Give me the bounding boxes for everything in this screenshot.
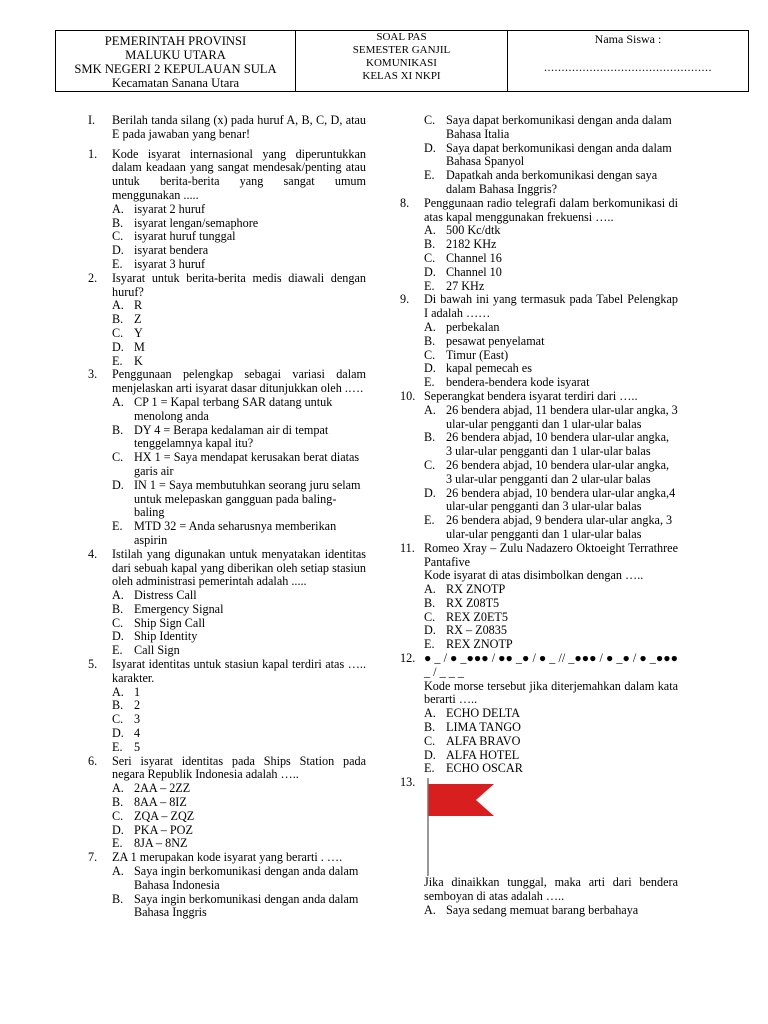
option-letter: C. xyxy=(112,808,124,823)
answer-option[interactable] xyxy=(112,244,366,258)
question-number: 4. xyxy=(88,546,98,561)
option-letter: D. xyxy=(112,339,124,354)
exam-line: KOMUNIKASI xyxy=(366,57,437,69)
instruction-num: I. xyxy=(88,113,96,127)
student-name-cell[interactable] xyxy=(508,31,748,91)
option-letter: A. xyxy=(424,582,436,597)
answer-option[interactable] xyxy=(112,299,366,313)
answer-option[interactable] xyxy=(112,341,366,355)
option-letter: C. xyxy=(112,450,124,465)
answer-option[interactable] xyxy=(112,589,366,603)
answer-option[interactable] xyxy=(112,230,366,244)
option-letter: A. xyxy=(112,781,124,796)
option-letter: A. xyxy=(424,402,436,417)
answer-option[interactable] xyxy=(112,258,366,272)
question-number: 7. xyxy=(88,850,98,865)
option-text: pesawat penyelamat xyxy=(446,333,545,348)
answer-option[interactable] xyxy=(424,362,678,376)
question xyxy=(400,293,678,390)
option-text: 26 bendera abjad, 10 bendera ular-ular angka, 3 ular-ular pengganti dan 2 ular-ular balas xyxy=(446,457,670,486)
option-letter: C. xyxy=(424,347,436,362)
option-text: Saya dapat berkomunikasi dengan anda dalam Bahasa Italia xyxy=(446,113,672,141)
question-text xyxy=(88,851,366,865)
answer-option[interactable] xyxy=(424,487,678,515)
option-text: Channel 10 xyxy=(446,264,502,279)
option-text: Y xyxy=(134,325,143,340)
option-text: 500 Kc/dtk xyxy=(446,223,501,238)
answer-option[interactable] xyxy=(112,893,366,921)
option-text: RX – Z0835 xyxy=(446,623,507,638)
question-number: 11. xyxy=(400,540,415,555)
option-letter: D. xyxy=(112,629,124,644)
answer-option[interactable] xyxy=(424,749,678,763)
option-letter: D. xyxy=(112,243,124,258)
question xyxy=(88,851,366,920)
option-letter: C. xyxy=(424,609,436,624)
option-letter: D. xyxy=(112,822,124,837)
answer-option[interactable] xyxy=(424,583,678,597)
question-subtext: Kode isyarat di atas disimbolkan dengan ….. xyxy=(424,568,644,583)
question-body: Istilah yang digunakan untuk menyatakan identitas dari sebuah kapal yang diberikan oleh setiap stasiun oleh administrasi pemerintah adalah ..... xyxy=(112,546,366,589)
question xyxy=(88,658,366,755)
option-letter: C. xyxy=(424,733,436,748)
answer-option[interactable] xyxy=(424,335,678,349)
question-text xyxy=(400,652,678,680)
option-letter: B. xyxy=(424,595,436,610)
option-letter: D. xyxy=(424,361,436,376)
option-letter: A. xyxy=(424,706,436,721)
answer-option[interactable] xyxy=(112,699,366,713)
question-text xyxy=(88,658,366,686)
question xyxy=(400,197,678,294)
question-body: Isyarat untuk berita-berita medis diawali dengan huruf? xyxy=(112,270,366,299)
option-letter: C. xyxy=(424,250,436,265)
option-text: IN 1 = Saya membutuhkan seorang juru selam untuk melepaskan gangguan pada baling-baling xyxy=(134,477,361,520)
answer-option[interactable] xyxy=(112,479,366,520)
question-text xyxy=(88,368,366,396)
option-text: CP 1 = Kapal terbang SAR datang untuk menolong anda xyxy=(134,394,333,423)
option-text: 2 xyxy=(134,698,141,713)
option-letter: D. xyxy=(424,623,436,638)
question-body: Seri isyarat identitas pada Ships Station pada negara Republik Indonesia adalah ….. xyxy=(112,753,366,782)
question-text xyxy=(400,293,678,321)
answer-option[interactable] xyxy=(424,376,678,390)
option-letter: E. xyxy=(424,637,435,652)
instruction-text: Berilah tanda silang (x) pada huruf A, B, C, D, atau E pada jawaban yang benar! xyxy=(112,113,366,141)
option-letter: E. xyxy=(112,739,123,754)
option-letter: A. xyxy=(112,864,124,879)
school-cell xyxy=(56,31,296,91)
answer-option[interactable] xyxy=(424,904,678,918)
option-letter: E. xyxy=(112,643,123,658)
option-text: isyarat bendera xyxy=(134,243,209,258)
question-body: ZA 1 merupakan kode isyarat yang berarti . …. xyxy=(112,850,343,865)
option-text: 26 bendera abjad, 9 bendera ular-ular angka, 3 ular-ular pengganti dan 1 ular-ular balas xyxy=(446,513,673,541)
answer-option[interactable] xyxy=(112,396,366,424)
option-letter: B. xyxy=(424,333,436,348)
option-letter: A. xyxy=(112,201,124,216)
question-body: Penggunaan radio telegrafi dalam berkomunikasi di atas kapal menggunakan frekuensi ….. xyxy=(424,195,678,224)
option-text: 27 KHz xyxy=(446,278,485,293)
option-letter: B. xyxy=(112,215,124,230)
option-letter: C. xyxy=(424,457,436,472)
question xyxy=(88,368,366,547)
option-letter: C. xyxy=(112,615,124,630)
option-text: bendera-bendera kode isyarat xyxy=(446,375,590,390)
question-number: 12. xyxy=(400,651,416,666)
option-text: ECHO DELTA xyxy=(446,706,521,721)
answer-option[interactable] xyxy=(112,837,366,851)
question-subtext: Kode morse tersebut jika diterjemahkan dalam kata berarti ….. xyxy=(424,678,678,707)
answer-option[interactable] xyxy=(112,424,366,452)
answer-option[interactable] xyxy=(112,741,366,755)
answer-option[interactable] xyxy=(424,431,678,459)
option-letter: D. xyxy=(424,747,436,762)
answer-option[interactable] xyxy=(112,713,366,727)
question-body: Romeo Xray – Zulu Nadazero Oktoeight Terrathree Pantafive xyxy=(424,540,678,569)
question-number: 13. xyxy=(400,775,416,790)
answer-option[interactable] xyxy=(424,514,678,542)
student-name-label: Nama Siswa : xyxy=(594,32,662,46)
question xyxy=(400,542,678,652)
school-line: PEMERINTAH PROVINSI xyxy=(104,34,247,48)
option-letter: B. xyxy=(112,698,124,713)
school-line: MALUKU UTARA xyxy=(125,48,226,62)
question-text xyxy=(400,542,678,570)
question xyxy=(400,776,678,917)
option-letter: C. xyxy=(112,229,124,244)
option-letter: C. xyxy=(112,712,124,727)
answer-option[interactable] xyxy=(112,203,366,217)
answer-option[interactable] xyxy=(424,459,678,487)
red-flag-image xyxy=(424,776,496,876)
answer-option[interactable] xyxy=(424,624,678,638)
option-text: Distress Call xyxy=(134,588,197,603)
header-table xyxy=(55,30,749,92)
question-text xyxy=(88,148,366,203)
answer-option[interactable] xyxy=(424,762,678,776)
option-text: Saya sedang memuat barang berbahaya xyxy=(446,902,639,917)
option-text: isyarat 3 huruf xyxy=(134,256,206,271)
option-text: 1 xyxy=(134,684,141,699)
option-text: 4 xyxy=(134,726,141,741)
option-text: Channel 16 xyxy=(446,250,502,265)
question-text xyxy=(88,272,366,300)
option-text: isyarat huruf tunggal xyxy=(134,229,236,244)
option-text: kapal pemecah es xyxy=(446,361,532,376)
option-letter: E. xyxy=(112,836,123,851)
student-name-field[interactable]: ................................................ xyxy=(544,59,712,74)
answer-option[interactable] xyxy=(424,238,678,252)
answer-option[interactable] xyxy=(112,217,366,231)
option-text: R xyxy=(134,298,143,313)
option-text: M xyxy=(134,339,145,354)
question-number: 9. xyxy=(400,292,410,307)
option-text: Ship Identity xyxy=(134,629,198,644)
option-text: Saya dapat berkomunikasi dengan anda dalam Bahasa Spanyol xyxy=(446,140,672,169)
option-text: Z xyxy=(134,312,142,327)
left-column xyxy=(88,114,366,920)
option-letter: B. xyxy=(424,237,436,252)
answer-option[interactable] xyxy=(424,707,678,721)
answer-option[interactable] xyxy=(112,782,366,796)
exam-line: SOAL PAS xyxy=(376,31,427,43)
option-letter: A. xyxy=(112,298,124,313)
question-number: 5. xyxy=(88,657,98,672)
option-text: REX ZNOTP xyxy=(446,637,513,652)
answer-option[interactable] xyxy=(424,735,678,749)
question xyxy=(88,272,366,369)
answer-option[interactable] xyxy=(424,404,678,432)
option-letter: A. xyxy=(112,684,124,699)
question-body: Kode isyarat internasional yang diperuntukkan dalam keadaan yang sangat mendesak/penting atau untuk berita-berita yang sangat umum menggunakan ..... xyxy=(112,146,366,202)
option-text: Saya ingin berkomunikasi dengan anda dalam Bahasa Indonesia xyxy=(134,864,359,892)
option-letter: E. xyxy=(424,513,435,528)
option-letter: A. xyxy=(424,223,436,238)
option-text: Call Sign xyxy=(134,643,180,658)
answer-option[interactable] xyxy=(112,686,366,700)
option-text: HX 1 = Saya mendapat kerusakan berat diatas garis air xyxy=(134,450,360,478)
answer-option[interactable] xyxy=(112,451,366,479)
option-letter: D. xyxy=(424,264,436,279)
option-letter: A. xyxy=(424,902,436,917)
school-line: Kecamatan Sanana Utara xyxy=(111,76,240,90)
answer-option[interactable] xyxy=(112,355,366,369)
school-line: SMK NEGERI 2 KEPULAUAN SULA xyxy=(74,62,277,76)
option-letter: E. xyxy=(112,353,123,368)
question-number: 1. xyxy=(88,146,98,161)
question-number: 3. xyxy=(88,367,98,382)
option-text: isyarat lengan/semaphore xyxy=(134,215,259,230)
question-text xyxy=(88,548,366,589)
question xyxy=(88,755,366,852)
option-text: perbekalan xyxy=(446,319,500,334)
answer-option[interactable] xyxy=(112,617,366,631)
option-text: 2AA – 2ZZ xyxy=(134,781,191,796)
option-letter: C. xyxy=(424,113,436,127)
answer-option[interactable] xyxy=(112,327,366,341)
question xyxy=(88,548,366,658)
answer-option[interactable] xyxy=(424,114,678,142)
option-letter: E. xyxy=(424,168,435,183)
option-letter: E. xyxy=(112,256,123,271)
option-letter: E. xyxy=(424,761,435,776)
instruction xyxy=(88,114,366,142)
right-column xyxy=(400,114,678,918)
option-text: 26 bendera abjad, 10 bendera ular-ular angka, 3 ular-ular pengganti dan 1 ular-ular balas xyxy=(446,430,670,459)
option-text: Saya ingin berkomunikasi dengan anda dalam Bahasa Inggris xyxy=(134,891,359,920)
question-body: Penggunaan pelengkap sebagai variasi dalam menjelaskan arti isyarat dasar ditunjukkan oleh .…. xyxy=(112,367,366,396)
option-letter: E. xyxy=(424,278,435,293)
option-text: LIMA TANGO xyxy=(446,720,521,735)
option-letter: D. xyxy=(112,726,124,741)
exam-cell xyxy=(296,31,508,91)
answer-option[interactable] xyxy=(112,824,366,838)
answer-option[interactable] xyxy=(424,224,678,238)
option-text: ECHO OSCAR xyxy=(446,761,523,776)
question-body: Isyarat identitas untuk stasiun kapal terdiri atas ….. karakter. xyxy=(112,657,366,685)
option-letter: C. xyxy=(112,325,124,340)
answer-option[interactable] xyxy=(112,796,366,810)
option-letter: B. xyxy=(112,795,124,810)
question-number: 10. xyxy=(400,388,416,403)
answer-option[interactable] xyxy=(112,810,366,824)
option-letter: D. xyxy=(424,140,436,155)
answer-option[interactable] xyxy=(424,169,678,197)
answer-option[interactable] xyxy=(112,644,366,658)
option-text: REX Z0ET5 xyxy=(446,609,508,624)
answer-option[interactable] xyxy=(112,630,366,644)
answer-option[interactable] xyxy=(424,142,678,170)
option-letter: A. xyxy=(112,588,124,603)
question-body: Seperangkat bendera isyarat terdiri dari ….. xyxy=(424,388,638,403)
option-text: MTD 32 = Anda seharusnya memberikan aspirin xyxy=(134,519,337,547)
answer-option[interactable] xyxy=(112,313,366,327)
exam-line: KELAS XI NKPI xyxy=(362,70,441,82)
question-number: 6. xyxy=(88,753,98,768)
answer-option[interactable] xyxy=(112,727,366,741)
option-letter: B. xyxy=(424,720,436,735)
option-text: ALFA HOTEL xyxy=(446,747,520,762)
answer-option[interactable] xyxy=(112,520,366,548)
option-letter: A. xyxy=(112,394,124,409)
option-text: RX Z08T5 xyxy=(446,595,500,610)
answer-option[interactable] xyxy=(424,597,678,611)
question xyxy=(400,652,678,776)
question-number: 8. xyxy=(400,195,410,210)
option-letter: A. xyxy=(424,319,436,334)
option-text: 26 bendera abjad, 10 bendera ular-ular angka,4 ular-ular pengganti dan 3 ular-ular balas xyxy=(446,485,676,514)
exam-line: SEMESTER GANJIL xyxy=(352,44,451,56)
question-text: Jika dinaikkan tunggal, maka arti dari bendera semboyan di atas adalah ….. xyxy=(424,875,678,904)
answer-option[interactable] xyxy=(424,349,678,363)
answer-option[interactable] xyxy=(424,266,678,280)
option-text: Dapatkah anda berkomunikasi dengan saya dalam Bahasa Inggris? xyxy=(446,168,658,196)
answer-option[interactable] xyxy=(424,638,678,652)
answer-option[interactable] xyxy=(424,280,678,294)
option-letter: B. xyxy=(112,601,124,616)
option-letter: B. xyxy=(112,422,124,437)
question-text xyxy=(400,197,678,225)
option-letter: E. xyxy=(424,375,435,390)
question-body: ● _ / ● _●●● / ●● _● / ● _ // _●●● / ● _● / ● _●●● _ / _ _ _ xyxy=(424,651,678,679)
answer-option[interactable] xyxy=(424,252,678,266)
option-text: 8AA – 8IZ xyxy=(134,795,187,810)
option-text: ZQA – ZQZ xyxy=(134,808,195,823)
question xyxy=(400,390,678,542)
option-text: ALFA BRAVO xyxy=(446,733,521,748)
question xyxy=(88,148,366,272)
option-text: K xyxy=(134,353,143,368)
question-body: Di bawah ini yang termasuk pada Tabel Pelengkap I adalah …… xyxy=(424,292,678,321)
option-text: 5 xyxy=(134,739,141,754)
option-text: PKA – POZ xyxy=(134,822,193,837)
option-letter: D. xyxy=(112,477,124,492)
option-letter: B. xyxy=(112,891,124,906)
option-letter: D. xyxy=(424,485,436,500)
option-text: Emergency Signal xyxy=(134,601,224,616)
option-text: 26 bendera abjad, 11 bendera ular-ular angka, 3 ular-ular pengganti dan 1 ular-ular balas xyxy=(446,402,678,431)
question-number: 2. xyxy=(88,270,98,285)
option-text: DY 4 = Berapa kedalaman air di tempat tenggelamnya kapal itu? xyxy=(134,422,329,451)
option-text: Timur (East) xyxy=(446,347,509,362)
question-text xyxy=(88,755,366,783)
option-text: 3 xyxy=(134,712,141,727)
option-text: 2182 KHz xyxy=(446,237,497,252)
option-letter: B. xyxy=(112,312,124,327)
answer-option[interactable] xyxy=(424,321,678,335)
option-text: RX ZNOTP xyxy=(446,582,506,597)
question-text xyxy=(400,390,678,404)
option-letter: E. xyxy=(112,519,123,534)
option-letter: B. xyxy=(424,430,436,445)
answer-option[interactable] xyxy=(424,611,678,625)
option-text: Ship Sign Call xyxy=(134,615,206,630)
option-text: isyarat 2 huruf xyxy=(134,201,206,216)
answer-option[interactable] xyxy=(112,865,366,893)
option-text: 8JA – 8NZ xyxy=(134,836,188,851)
answer-option[interactable] xyxy=(424,721,678,735)
answer-option[interactable] xyxy=(112,603,366,617)
